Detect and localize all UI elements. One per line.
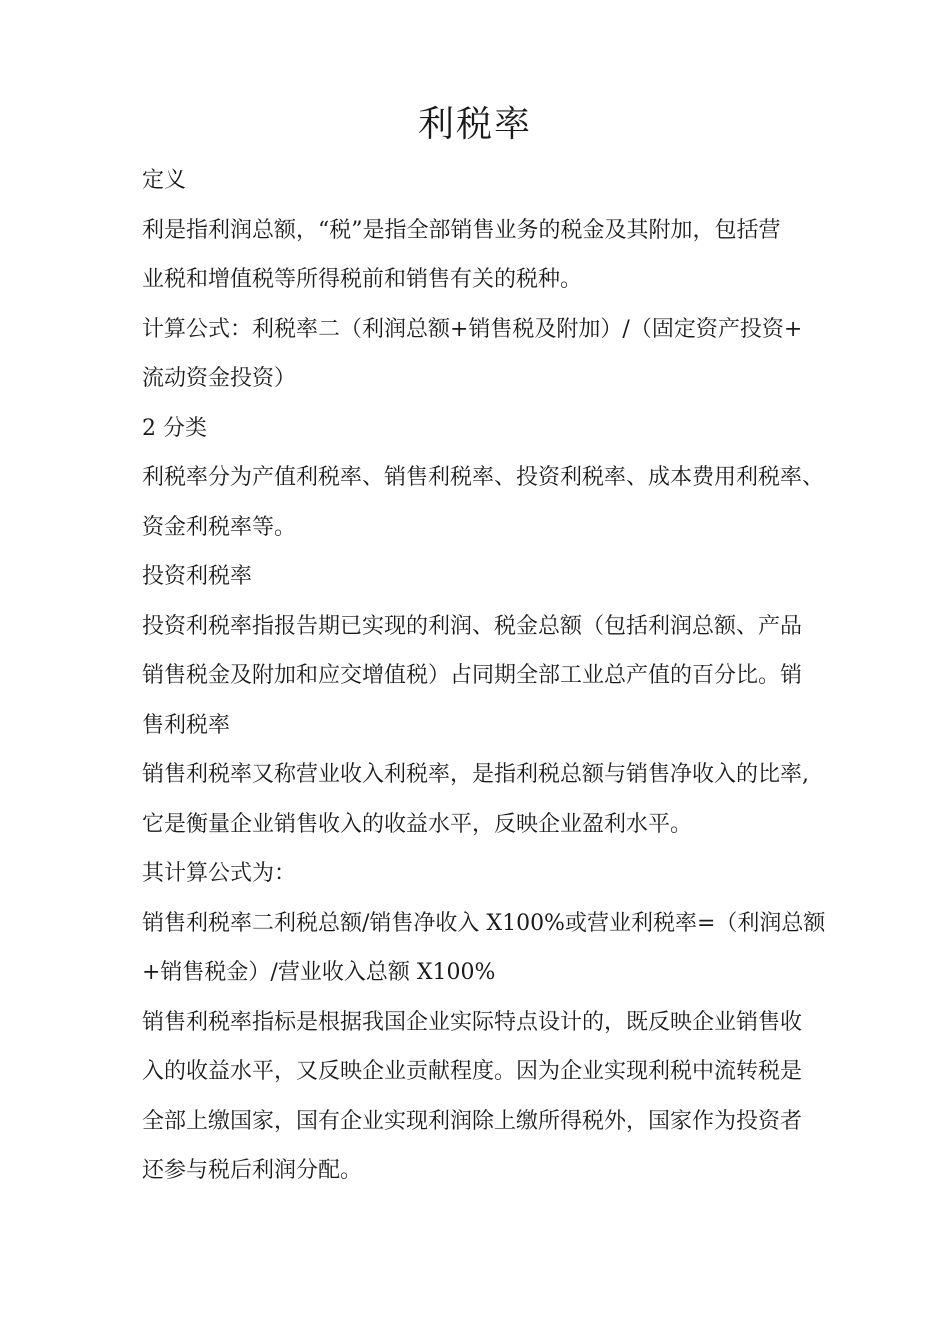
text-line-heading-investment: 投资利税率 [142, 564, 253, 589]
text-line: 入的收益水平，又反映企业贡献程度。因为企业实现利税中流转税是 [142, 1059, 803, 1084]
text-line-formula: 计算公式：利税率二（利润总额+销售税及附加）/（固定资产投资+ [142, 316, 803, 342]
text-line: 投资利税率指报告期已实现的利润、税金总额（包括利润总额、产品 [142, 613, 803, 639]
text-line: 售利税率 [142, 712, 231, 738]
text-line-formula: 销售利税率二利税总额/销售净收入 X100%或营业利税率=（利润总额 [142, 910, 826, 936]
document-body [142, 156, 832, 1196]
text-line: 销售税金及附加和应交增值税）占同期全部工业总产值的百分比。销 [142, 663, 803, 688]
text-line: 其计算公式为： [142, 861, 297, 886]
document-title: 利税率 [417, 104, 532, 145]
text-line: 利税率分为产值利税率、销售利税率、投资利税率、成本费用利税率、 [142, 465, 825, 490]
text-line: 还参与税后利润分配。 [142, 1158, 363, 1183]
text-line: 利是指利润总额，“税”是指全部销售业务的税金及其附加，包括营 [142, 217, 781, 243]
text-line-heading-classification: 2 分类 [142, 415, 207, 441]
text-line-heading-definition: 定义 [142, 168, 187, 193]
text-line: 销售利税率指标是根据我国企业实际特点设计的，既反映企业销售收 [142, 1009, 803, 1035]
text-line: 全部上缴国家，国有企业实现利润除上缴所得税外，国家作为投资者 [142, 1108, 803, 1134]
text-line: 销售利税率又称营业收入利税率，是指利税总额与销售净收入的比率, [142, 762, 809, 787]
text-line-formula: +销售税金）/营业收入总额 X100% [142, 960, 496, 985]
text-line: 业税和增值税等所得税前和销售有关的税种。 [142, 267, 583, 292]
text-line-formula: 流动资金投资） [142, 366, 297, 391]
text-line: 资金利税率等。 [142, 514, 297, 540]
text-line: 它是衡量企业销售收入的收益水平，反映企业盈利水平。 [142, 811, 693, 837]
